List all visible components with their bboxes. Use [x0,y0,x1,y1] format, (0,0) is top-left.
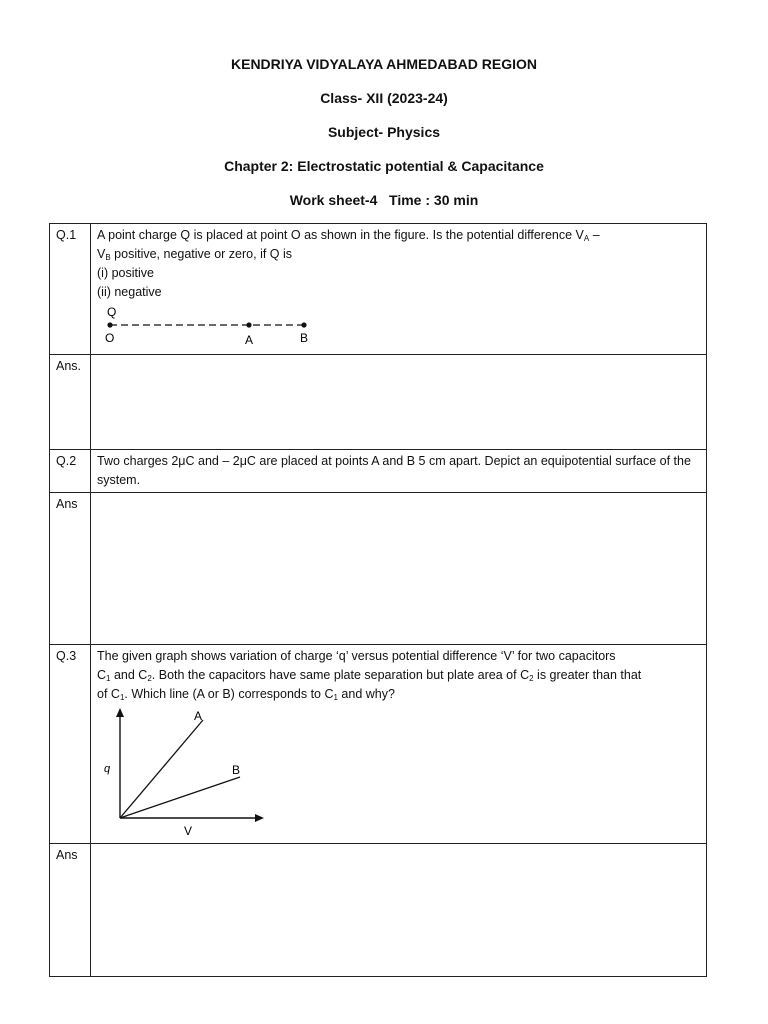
x-axis-arrowhead [255,814,264,822]
point-a-label: A [245,333,254,347]
answer-space-1[interactable] [91,355,707,450]
question-3-line-3: of $C_1$. Which line (A or B) corresponds to $C_1$ and why? [97,687,395,702]
point-b-label: B [300,331,309,345]
question-2-text: Two charges 2μC and – 2μC are placed at points A and B 5 cm apart. Depict an equipotential surface of the system. [97,454,691,487]
answer-label-2: Ans [50,493,91,645]
question-body-3 [91,645,707,844]
answer-space-2[interactable] [91,493,707,645]
question-label-3: Q.3 [50,645,91,844]
answer-label-3: Ans [50,844,91,977]
charge-line-figure [97,304,327,348]
question-3-line-1: The given graph shows variation of charge ‘q’ versus potential difference ‘V’ for two capacitors [97,649,616,663]
header-subject: Subject- Physics [327,124,441,140]
question-3-line-2: $C_1$ and $C_2$. Both the capacitors have same plate separation but plate area of $C_2$ is greater than that [97,668,642,683]
question-1-line-2: $V_B$ positive, negative or zero, if Q is [97,247,293,262]
answer-label-1: Ans. [50,355,91,450]
question-body-1 [91,224,707,355]
point-a-dot [246,322,251,327]
x-axis-label: V [184,824,193,838]
question-1-line-1: A point charge Q is placed at point O as shown in the figure. Is the potential difference $V_A$ – [97,228,600,243]
question-body-2 [91,450,707,493]
question-row-1 [50,224,707,355]
point-o-label: O [105,331,115,345]
line-a-label: A [194,709,203,723]
charge-q-label: Q [107,305,117,319]
header-chapter: Chapter 2: Electrostatic potential & Capacitance [224,158,544,174]
point-b-dot [301,322,306,327]
question-row-3 [50,645,707,844]
y-axis-arrowhead [116,708,124,717]
question-1-option-2: (ii) negative [97,285,162,299]
answer-row-2 [50,493,707,645]
worksheet-table [49,223,707,977]
question-label-1: Q.1 [50,224,91,355]
question-label-2: Q.2 [50,450,91,493]
q-v-graph [103,708,273,838]
answer-row-1 [50,355,707,450]
answer-space-3[interactable] [91,844,707,977]
y-axis-label: q [104,763,111,775]
answer-row-3 [50,844,707,977]
header-worksheet: Work sheet-4 Time : 30 min [289,192,479,208]
question-1-option-1: (i) positive [97,266,154,280]
question-row-2 [50,450,707,493]
point-o-dot [107,322,112,327]
line-b-label: B [232,763,241,777]
header-class: Class- XII (2023-24) [320,90,448,106]
header-school: KENDRIYA VIDYALAYA AHMEDABAD REGION [231,56,537,72]
